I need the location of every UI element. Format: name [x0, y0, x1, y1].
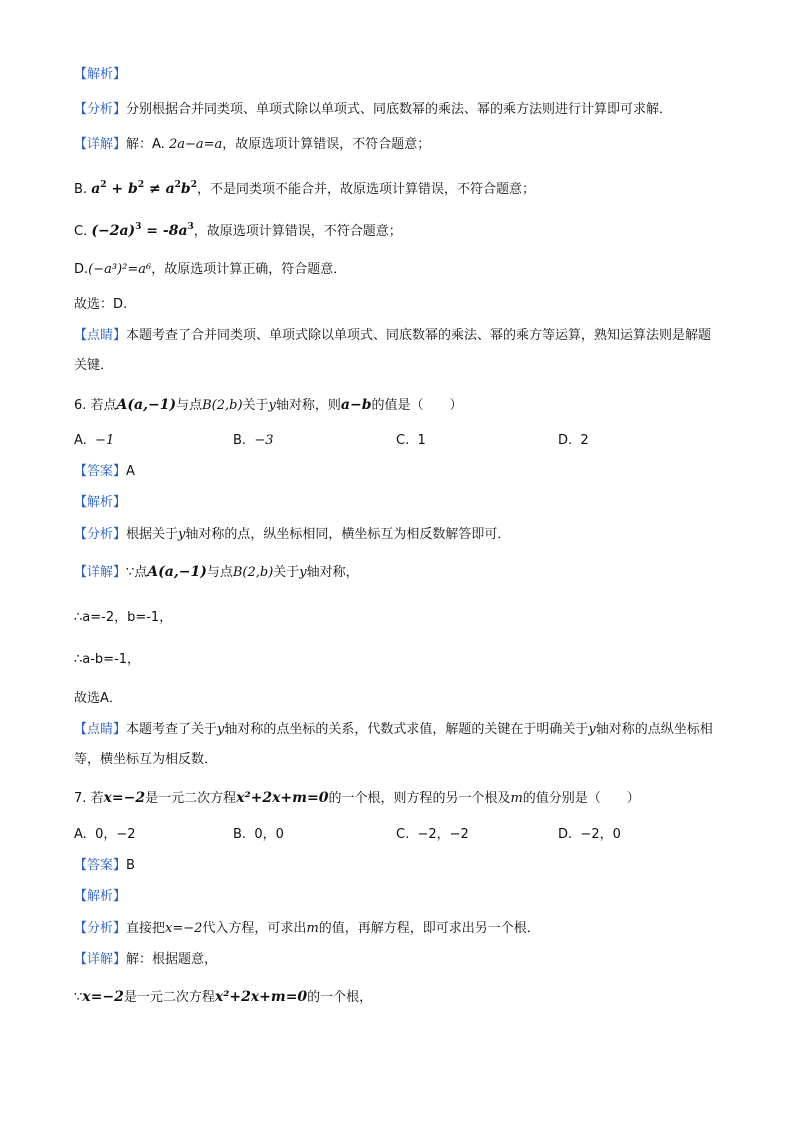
- xiangjie-tag: 【详解】: [74, 952, 127, 967]
- q7-mid: 是一元二次方程: [145, 791, 237, 806]
- q7-m: m: [306, 921, 319, 936]
- q6-mid2: 关于: [273, 565, 300, 580]
- answer-tag: 【答案】: [74, 464, 127, 479]
- q6-y: y: [588, 722, 596, 737]
- q5-analysis: [74, 101, 672, 119]
- option-value: −3: [254, 433, 274, 448]
- q6-step2: ∴a-b=-1，: [74, 652, 141, 667]
- q6-step1: ∴a=-2，b=-1，: [74, 610, 173, 625]
- q7-answer-value: B: [126, 858, 135, 873]
- option-value: −1: [95, 433, 115, 448]
- q6-answer-value: A: [126, 464, 135, 479]
- q5-a-text: ，故原选项计算错误，不符合题意；: [222, 137, 431, 152]
- q7-analysis: [74, 920, 540, 938]
- q5-dianjing-text: 本题考查了合并同类项、单项式除以单项式、同底数幂的乘法、幂的乘方等运算，熟知运算法则是解题关键．: [74, 328, 712, 373]
- q6-a-minus-b: a−b: [340, 397, 372, 413]
- q6-comment: [74, 715, 724, 775]
- option-value: 0，−2: [95, 827, 136, 842]
- q7-option-d: [558, 826, 621, 844]
- q6-dianjing-pre: 本题考查了关于: [126, 722, 218, 737]
- option-label: B.: [233, 827, 247, 842]
- dianjing-tag: 【点睛】: [74, 722, 127, 737]
- option-label: A.: [74, 827, 87, 842]
- option-value: 2: [580, 433, 589, 448]
- q5-detail-c: [74, 218, 402, 241]
- q5-c-prefix: C.: [74, 224, 88, 239]
- q6-mid: 与点: [176, 398, 203, 413]
- q5-b-prefix: B.: [74, 182, 88, 197]
- xiangjie-tag: 【详解】: [74, 137, 127, 152]
- q6-point-a: A(a,−1): [147, 564, 207, 580]
- q5-d-prefix: D.: [74, 262, 89, 277]
- q6-fenxi-post: 轴对称的点，纵坐标相同，横坐标互为相反数解答即可．: [185, 527, 511, 542]
- option-label: C.: [396, 433, 410, 448]
- q7-option-c: [396, 826, 469, 844]
- q5-c-expr: $(-2a)^3 = -8a^3$: [91, 222, 194, 239]
- q5-choose: 故选：D.: [74, 297, 128, 312]
- analysis-tag: 【解析】: [74, 67, 127, 82]
- q6-end: 的值是（ ）: [371, 398, 463, 413]
- q6-stem: [74, 396, 463, 415]
- q5-d-expr: (−a³)²=a⁶: [88, 262, 152, 277]
- q7-since-mid: 是一元二次方程: [123, 990, 215, 1005]
- option-value: 1: [417, 433, 426, 448]
- q6-option-d: [558, 432, 589, 450]
- q6-y: y: [217, 722, 225, 737]
- q6-dianjing-post: 轴对称的点纵坐标相等，横坐标互为相反数．: [74, 722, 713, 767]
- q5-b-text: ，不是同类项不能合并，故原选项计算错误，不符合题意；: [196, 182, 535, 197]
- q6-y: y: [268, 398, 276, 413]
- q7-detail-text: 解：根据题意，: [126, 952, 218, 967]
- q6-option-b: [233, 432, 274, 450]
- option-label: B.: [233, 433, 247, 448]
- q5-b-expr: $a^2 + b^2 \ne a^2b^2$: [91, 180, 197, 197]
- q6-y: y: [178, 527, 186, 542]
- option-value: −2，−2: [417, 827, 469, 842]
- q6-option-a: [74, 432, 114, 450]
- q5-a-expr: 2a−a=a: [168, 137, 223, 152]
- dianjing-tag: 【点睛】: [74, 328, 127, 343]
- q7-detail: [74, 951, 217, 969]
- q7-x-eq: x=−2: [165, 921, 203, 936]
- q7-option-b: [233, 826, 284, 844]
- q6-detail-pre: ∵点: [126, 565, 148, 580]
- q7-equation: x²+2x+m=0: [236, 790, 329, 806]
- q6-dianjing-mid: 轴对称的点坐标的关系，代数式求值，解题的关键在于明确关于: [224, 722, 589, 737]
- fenxi-tag: 【分析】: [74, 921, 127, 936]
- q6-mid: 与点: [206, 565, 233, 580]
- q5-c-text: ，故原选项计算错误，不符合题意；: [193, 224, 402, 239]
- q7-mid2: 的一个根，则方程的另一个根及: [328, 791, 511, 806]
- q7-end: 的值分别是（ ）: [522, 791, 640, 806]
- q6-point-b: B(2,b): [202, 398, 243, 413]
- q6-analysis: [74, 526, 510, 544]
- q7-x-eq: x=−2: [82, 989, 124, 1005]
- q6-mid2: 关于: [242, 398, 269, 413]
- q7-x-eq: x=−2: [103, 790, 146, 806]
- q6-answer: [74, 463, 135, 481]
- q5-a-prefix: 解：A.: [126, 137, 169, 152]
- q6-choose: 故选A．: [74, 691, 122, 706]
- q7-m: m: [510, 791, 523, 806]
- q6-fenxi-pre: 根据关于: [126, 527, 179, 542]
- q6-mid3: 轴对称，则: [275, 398, 341, 413]
- q6-point-a: A(a,−1): [116, 397, 177, 413]
- fenxi-tag: 【分析】: [74, 527, 127, 542]
- q7-option-a: [74, 826, 136, 844]
- answer-tag: 【答案】: [74, 858, 127, 873]
- option-label: A.: [74, 433, 87, 448]
- q6-option-c: [396, 432, 426, 450]
- q5-detail-d: [74, 261, 346, 279]
- q6-num: 6. 若点: [74, 398, 117, 413]
- since-symbol: ∵: [74, 990, 83, 1005]
- q6-point-b: B(2,b): [232, 565, 274, 580]
- q5-detail-a: [74, 136, 430, 154]
- q7-answer: [74, 857, 135, 875]
- q7-since-post: 的一个根，: [307, 990, 373, 1005]
- q7-stem: [74, 789, 640, 808]
- q5-comment: [74, 321, 724, 381]
- fenxi-tag: 【分析】: [74, 102, 127, 117]
- option-value: 0，0: [254, 827, 284, 842]
- q6-detail: [74, 563, 359, 582]
- option-value: −2，0: [580, 827, 621, 842]
- q7-num: 7. 若: [74, 791, 104, 806]
- q5-detail-b: [74, 176, 535, 199]
- q6-detail-post: 轴对称，: [306, 565, 359, 580]
- q7-analysis-tag: 【解析】: [74, 889, 127, 904]
- q7-equation: x²+2x+m=0: [214, 989, 308, 1005]
- xiangjie-tag: 【详解】: [74, 565, 127, 580]
- option-label: C.: [396, 827, 410, 842]
- q7-fenxi-post: 的值，再解方程，即可求出另一个根．: [318, 921, 540, 936]
- q7-since: [74, 988, 372, 1007]
- q6-y: y: [299, 565, 307, 580]
- q5-fenxi-text: 分别根据合并同类项、单项式除以单项式、同底数幂的乘法、幂的乘方法则进行计算即可求解．: [126, 102, 673, 117]
- q7-fenxi-mid: 代入方程，可求出: [202, 921, 307, 936]
- option-label: D.: [558, 433, 573, 448]
- q6-analysis-tag: 【解析】: [74, 495, 127, 510]
- q7-fenxi-pre: 直接把: [126, 921, 166, 936]
- q5-d-text: ，故原选项计算正确，符合题意．: [151, 262, 347, 277]
- option-label: D.: [558, 827, 573, 842]
